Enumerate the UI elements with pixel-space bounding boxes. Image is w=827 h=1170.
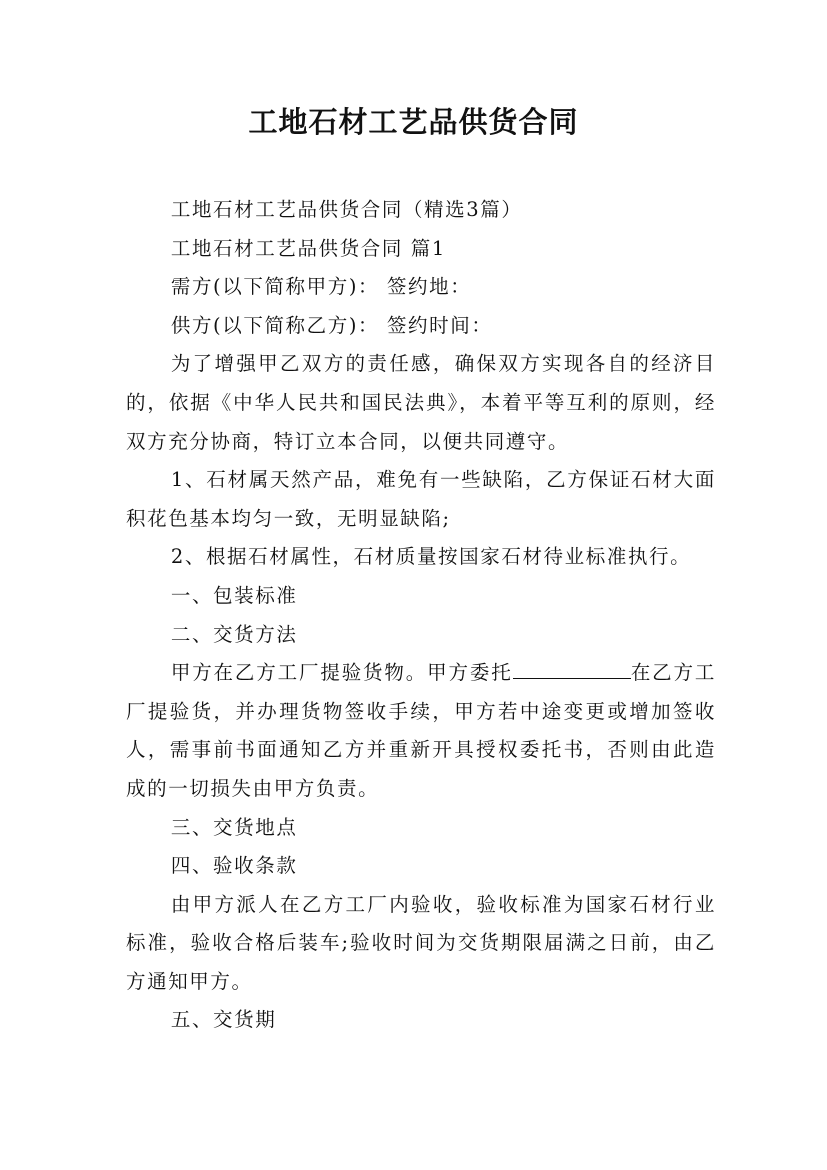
delegate-blank-line bbox=[513, 660, 631, 679]
acceptance-paragraph: 由甲方派人在乙方工厂内验收，验收标准为国家石材行业标准，验收合格后装车;验收时间为交货期限届满之日前，由乙方通知甲方。 bbox=[126, 892, 716, 993]
party-b-line: 供方(以下简称乙方)： 签约时间： bbox=[170, 313, 493, 337]
document-title: 工地石材工艺品供货合同 bbox=[248, 105, 579, 139]
heading-delivery-location: 三、交货地点 bbox=[170, 815, 298, 839]
party-a-line: 需方(以下简称甲方)： 签约地： bbox=[170, 275, 472, 299]
delivery-method-text-before: 甲方在乙方工厂提验货物。甲方委托 bbox=[170, 661, 513, 685]
heading-delivery-method: 二、交货方法 bbox=[170, 622, 298, 646]
delivery-method-paragraph bbox=[126, 654, 716, 808]
delivery-method-text-after: 在乙方工厂提验货，并办理货物签收手续，甲方若中途变更或增加签收人，需事前书面通知乙方并重新开具授权委托书，否则由此造成的一切损失由甲方负责。 bbox=[126, 661, 716, 800]
heading-delivery-period: 五、交货期 bbox=[170, 1008, 277, 1032]
document-body bbox=[126, 191, 716, 1040]
clause-1: 1、石材属天然产品，难免有一些缺陷，乙方保证石材大面积花色基本均匀一致，无明显缺陷; bbox=[126, 468, 716, 530]
section-heading: 工地石材工艺品供货合同 篇1 bbox=[170, 236, 446, 260]
heading-acceptance: 四、验收条款 bbox=[170, 854, 298, 878]
heading-packaging: 一、包装标准 bbox=[170, 583, 298, 607]
intro-paragraph: 为了增强甲乙双方的责任感，确保双方实现各自的经济目的，依据《中华人民共和国民法典》，本着平等互利的原则，经双方充分协商，特订立本合同，以便共同遵守。 bbox=[126, 352, 716, 453]
subtitle-line: 工地石材工艺品供货合同（精选3篇） bbox=[170, 198, 523, 221]
clause-2: 2、根据石材属性，石材质量按国家石材待业标准执行。 bbox=[170, 545, 692, 569]
